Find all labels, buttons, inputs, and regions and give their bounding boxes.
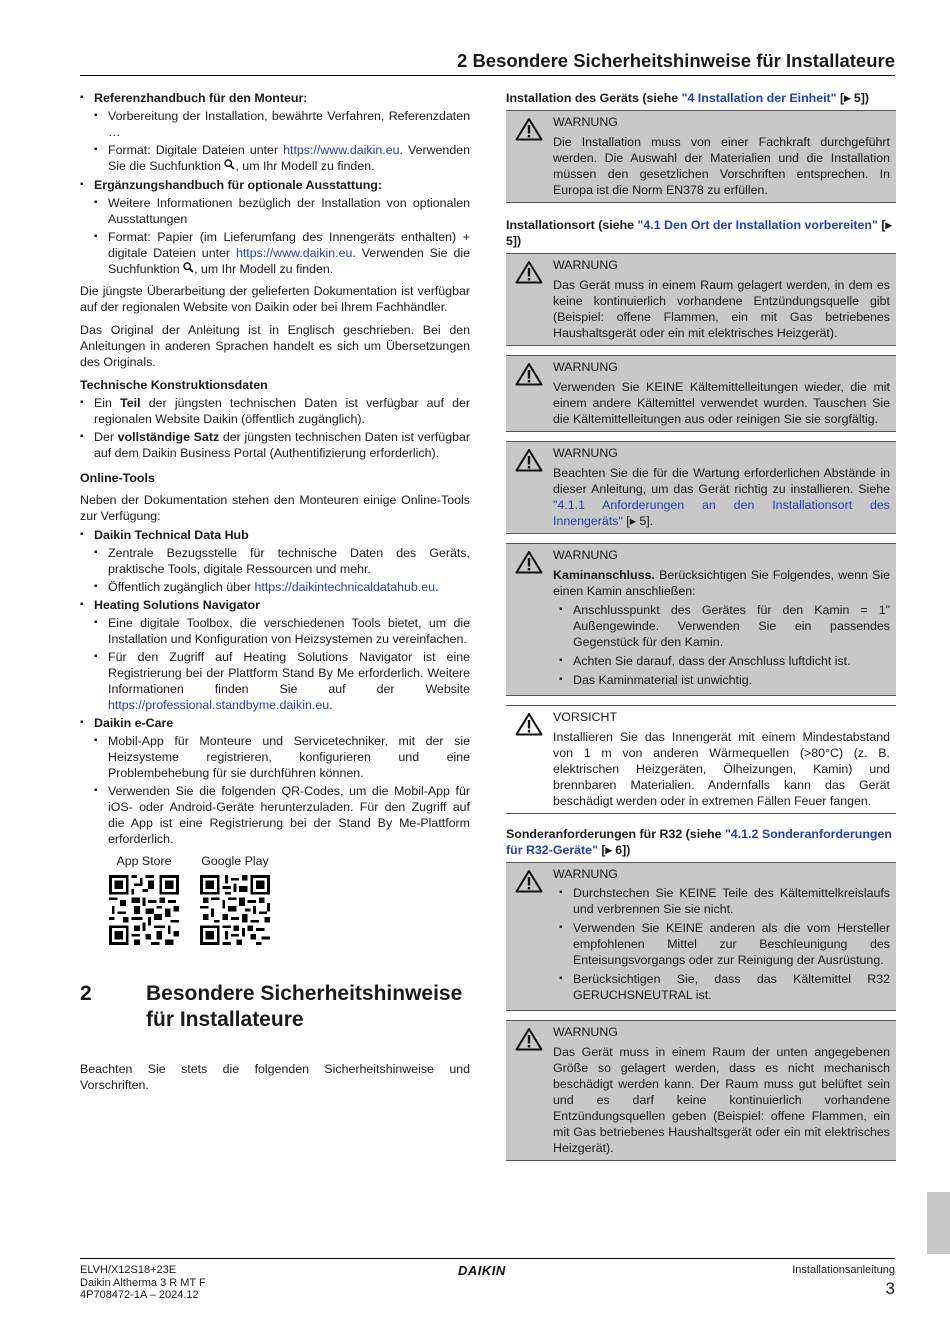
app-store-qr[interactable] <box>109 853 179 945</box>
warning-text: Beachten Sie die für die Wartung erforderlichen Abstände in dieser Anleitung, um das Gerät richtig zu installieren. Siehe "4.1.1 Anforderungen an den Installationsort des Innengeräts" [▸ 5]. <box>553 466 890 528</box>
paragraph: Neben der Dokumentation stehen den Monteuren einige Online-Tools zur Verfügung: <box>80 493 470 523</box>
warning-list <box>553 602 890 688</box>
chapter-number: 2 <box>80 982 92 1005</box>
list-item: ▪ Vorbereitung der Installation, bewährte Verfahren, Referenzdaten … <box>94 108 470 140</box>
list-item: ▪ Das Kaminmaterial ist unwichtig. <box>559 672 890 688</box>
paragraph: Das Original der Anleitung ist in Englisch geschrieben. Bei den Anleitungen in anderen Sprachen handelt es sich um Übersetzungen des Originals. <box>80 323 470 369</box>
footer-page-info <box>792 1264 895 1299</box>
page-ref-arrow-icon: ▸ <box>885 218 892 232</box>
list-item: ▪ Berücksichtigen Sie, dass das Kältemittel R32 GERUCHSNEUTRAL ist. <box>559 971 890 1003</box>
warning-triangle-icon <box>515 550 543 574</box>
list-item: ▪ Der vollständige Satz der jüngsten technischen Daten ist verfügbar auf dem Daikin Business Portal (Authentifizierung erforderlich). <box>80 429 470 461</box>
warning-triangle-icon <box>515 117 543 141</box>
list-item: ▪ Öffentlich zugänglich über https://daikintechnicaldatahub.eu. <box>94 579 470 595</box>
qr-codes <box>109 853 470 945</box>
list-item: ▪ Anschlusspunkt des Gerätes für den Kamin = 1" Außengewinde. Verwenden Sie ein passendes Gegenstück für den Kamin. <box>559 602 890 650</box>
standbyme-link[interactable]: https://professional.standbyme.daikin.eu <box>108 698 330 712</box>
doc-code: ELVH/X12S18+23E <box>80 1264 177 1276</box>
chapter-intro: Beachten Sie stets die folgenden Sicherheitshinweise und Vorschriften. <box>80 1062 470 1092</box>
daikin-link[interactable]: https://www.daikin.eu <box>283 143 400 157</box>
warning-triangle-icon <box>515 869 543 893</box>
page-footer <box>80 1258 895 1301</box>
qr-label: App Store <box>116 854 172 868</box>
list-item: ▪ Verwenden Sie die folgenden QR-Codes, um die Mobil-App für iOS- oder Android-Geräte herunterzuladen. Für den Zugriff auf die App ist eine Registrierung bei der Stand By Me-Plattform erforderlich. <box>94 783 470 847</box>
warning-title: WARNUNG <box>553 548 618 562</box>
paragraph: Die jüngste Überarbeitung der gelieferten Dokumentation ist verfügbar auf der regionalen Website von Daikin oder bei Ihrem Fachhändler. <box>80 284 470 314</box>
page-ref-arrow-icon: ▸ <box>844 91 851 105</box>
list-item: ▪ Daikin Technical Data Hub ▪ Zentrale Bezugsstelle für technische Daten des Geräts, praktische Tools, digitale Ressourcen und mehr. ▪ Öffentlich zugänglich über https://daikintechnicaldatahub.eu. <box>80 527 470 595</box>
cross-reference: Sonderanforderungen für R32 (siehe "4.1.2 Sonderanforderungen für R32-Geräte" [▸ 6]) <box>506 827 892 857</box>
warning-title: WARNUNG <box>553 867 618 881</box>
list-item: ▪ Ein Teil der jüngsten technischen Daten ist verfügbar auf der regionalen Website Daikin (öffentlich zugänglich). <box>80 395 470 427</box>
warning-text: Das Gerät muss in einem Raum gelagert werden, in dem es keine kontinuierlich vorhandene Entzündungsquelle gibt (Beispiel: offene Flammen, ein mit Gas betriebenes Haushaltsgerät oder ein mit elektrisches Heizgerät). <box>553 278 890 340</box>
list-item: ▪ Daikin e-Care ▪ Mobil-App für Monteure und Servicetechniker, mit der sie Heizsysteme registrieren, konfigurieren und eine Problembehebung für sie durchführen können. ▪ Verwenden Sie die folgenden QR-Codes, um die Mobil-App für iOS- oder Android-Geräte herunterzuladen. Für den Zugriff auf die App ist eine Registrierung bei der Stand By Me-Plattform erforderlich. <box>80 715 470 847</box>
qr-code-icon <box>109 875 179 945</box>
warning-box <box>506 441 896 534</box>
qr-label: Google Play <box>201 854 269 868</box>
datahub-link[interactable]: https://daikintechnicaldatahub.eu <box>254 580 435 594</box>
warning-list <box>553 885 890 1003</box>
list-item: ▪ Weitere Informationen bezüglich der Installation von optionalen Ausstattungen <box>94 195 470 227</box>
warning-box <box>506 862 896 1011</box>
warning-title: WARNUNG <box>553 258 618 272</box>
warning-triangle-icon <box>515 448 543 472</box>
warning-title: WARNUNG <box>553 1025 618 1039</box>
list-item: ▪ Eine digitale Toolbox, die verschiedenen Tools bietet, um die Installation und Konfiguration von Heizsystemen zu vereinfachen. <box>94 615 470 647</box>
reference-link[interactable]: "4.1 Den Ort der Installation vorbereiten" <box>637 218 878 232</box>
list-item <box>80 177 470 278</box>
warning-text: Die Installation muss von einer Fachkraft durchgeführt werden. Die Auswahl der Materialien und die Installation müssen den gesetzlichen Vorschriften entsprechen. In Europa ist die Norm EN378 zu erfüllen. <box>553 135 890 197</box>
warning-title: WARNUNG <box>553 115 618 129</box>
manual-type: Installationsanleitung <box>792 1264 895 1276</box>
left-column <box>80 90 470 1093</box>
reference-list <box>80 90 470 278</box>
warning-triangle-icon <box>515 1027 543 1051</box>
warning-triangle-icon <box>515 712 543 736</box>
warning-text: Kaminanschluss. Berücksichtigen Sie Folgendes, wenn Sie einen Kamin anschließen: <box>553 568 890 598</box>
warning-text: Das Gerät muss in einem Raum der unten angegebenen Größe so gelagert werden, dass es nicht mechanisch beschädigt werden kann. Der Raum muss gut belüftet sein und es darf keine kontinuierlich vorhandene Entzündungsquellen geben (Beispiel: offene Flammen, ein mit Gas betriebenes Haushaltsgerät oder ein mit elektrisches Heizgerät). <box>553 1045 890 1155</box>
doc-number: 4P708472-1A – 2024.12 <box>80 1289 199 1301</box>
list-item: ▪ Format: Papier (im Lieferumfang des Innengeräts enthalten) + digitale Dateien unter https://www.daikin.eu. Verwenden Sie die Suchfunktion , um Ihr Modell zu finden. <box>94 229 470 278</box>
list-item: ▪ Mobil-App für Monteure und Servicetechniker, mit der sie Heizsysteme registrieren, konfigurieren und eine Problembehebung für sie durchführen können. <box>94 733 470 781</box>
search-icon <box>224 159 235 175</box>
chapter-side-tab <box>927 1192 950 1254</box>
daikin-logo: DAIKIN <box>458 1263 506 1278</box>
warning-box <box>506 110 896 203</box>
caution-title: VORSICHT <box>553 710 618 724</box>
list-item: ▪ Heating Solutions Navigator ▪ Eine digitale Toolbox, die verschiedenen Tools bietet, um die Installation und Konfiguration von Heizsystemen zu vereinfachen. ▪ Für den Zugriff auf Heating Solutions Navigator ist eine Registrierung bei der Plattform Stand By Me erforderlich. Weitere Informationen finden Sie auf der Website https://professional.standbyme.daikin.eu. <box>80 597 470 713</box>
chapter-title: Besondere Sicherheitshinweise für Installateure <box>146 982 463 1031</box>
caution-text: Installieren Sie das Innengerät mit einem Mindestabstand von 1 m von anderen Wärmequellen (>80°C) (z. B. elektrischen Heizgeräten, Ölheizungen, Kamin) und brennbaren Materialien. Andernfalls kann das Gerät beschädigt werden oder in extremen Fällen Feuer fangen. <box>553 730 890 808</box>
cross-reference: Installationsort (siehe "4.1 Den Ort der Installation vorbereiten" [▸ 5]) <box>506 218 892 248</box>
list-item-title: Ergänzungshandbuch für optionale Ausstattung: <box>94 178 382 192</box>
product-name: Daikin Altherma 3 R MT F <box>80 1276 206 1289</box>
daikin-link[interactable]: https://www.daikin.eu <box>235 246 353 260</box>
list-item: ▪ Format: Digitale Dateien unter https://www.daikin.eu. Verwenden Sie die Suchfunktion , um Ihr Modell zu finden. <box>94 142 470 175</box>
list-item: ▪ Durchstechen Sie KEINE Teile des Kältemittelkreislaufs und verbrennen Sie sie nicht. <box>559 885 890 917</box>
chapter-heading <box>80 981 470 1061</box>
warning-text: Verwenden Sie KEINE Kältemittelleitungen wieder, die mit einem andere Kältemittel verwendet wurden. Tauschen Sie die Kältemittelleitungen aus oder reinigen Sie sie sorgfältig. <box>553 380 890 426</box>
warning-triangle-icon <box>515 260 543 284</box>
warning-triangle-icon <box>515 362 543 386</box>
section-heading: Technische Konstruktionsdaten <box>80 378 268 392</box>
warning-title: WARNUNG <box>553 360 618 374</box>
search-icon <box>183 262 194 278</box>
list-item: ▪ Zentrale Bezugsstelle für technische Daten des Geräts, praktische Tools, digitale Ressourcen und mehr. <box>94 545 470 577</box>
reference-link[interactable]: "4.1.1 Anforderungen an den Installationsort des Innengeräts" <box>553 498 890 528</box>
google-play-qr[interactable] <box>200 853 270 945</box>
warning-box <box>506 355 896 432</box>
page-ref-arrow-icon: ▸ <box>605 843 612 857</box>
page-ref-arrow-icon: ▸ <box>629 514 636 528</box>
section-heading: Online-Tools <box>80 471 155 485</box>
warning-box <box>506 253 896 346</box>
footer-doc-info <box>80 1264 206 1302</box>
tech-data-list <box>80 395 470 461</box>
reference-link[interactable]: "4 Installation der Einheit" <box>681 91 837 105</box>
warning-box <box>506 543 896 696</box>
list-item: ▪ Achten Sie darauf, dass der Anschluss luftdicht ist. <box>559 653 890 669</box>
page-header-title: 2 Besondere Sicherheitshinweise für Installateure <box>457 50 895 71</box>
list-item-title: Referenzhandbuch für den Monteur: <box>94 91 308 105</box>
warning-box <box>506 1020 896 1161</box>
qr-code-icon <box>200 875 270 945</box>
list-item <box>80 90 470 175</box>
list-item: ▪ Verwenden Sie KEINE anderen als die vom Hersteller empfohlenen Mittel zur Beschleunigung des Enteisungsvorgangs oder zur Reinigung der Ausrüstung. <box>559 920 890 968</box>
cross-reference: Installation des Geräts (siehe "4 Installation der Einheit" [▸ 5]) <box>506 91 869 105</box>
page-header <box>80 50 895 76</box>
page-number: 3 <box>885 1278 895 1298</box>
right-column <box>506 90 896 1170</box>
caution-box <box>506 705 896 814</box>
warning-title: WARNUNG <box>553 446 618 460</box>
list-item: ▪ Für den Zugriff auf Heating Solutions Navigator ist eine Registrierung bei der Plattform Stand By Me erforderlich. Weitere Informationen finden Sie auf der Website https://professional.standbyme.daikin.eu. <box>94 649 470 713</box>
online-tools-list <box>80 527 470 847</box>
reference-link[interactable]: "4.1.2 Sonderanforderungen für R32-Geräte" <box>506 827 892 857</box>
